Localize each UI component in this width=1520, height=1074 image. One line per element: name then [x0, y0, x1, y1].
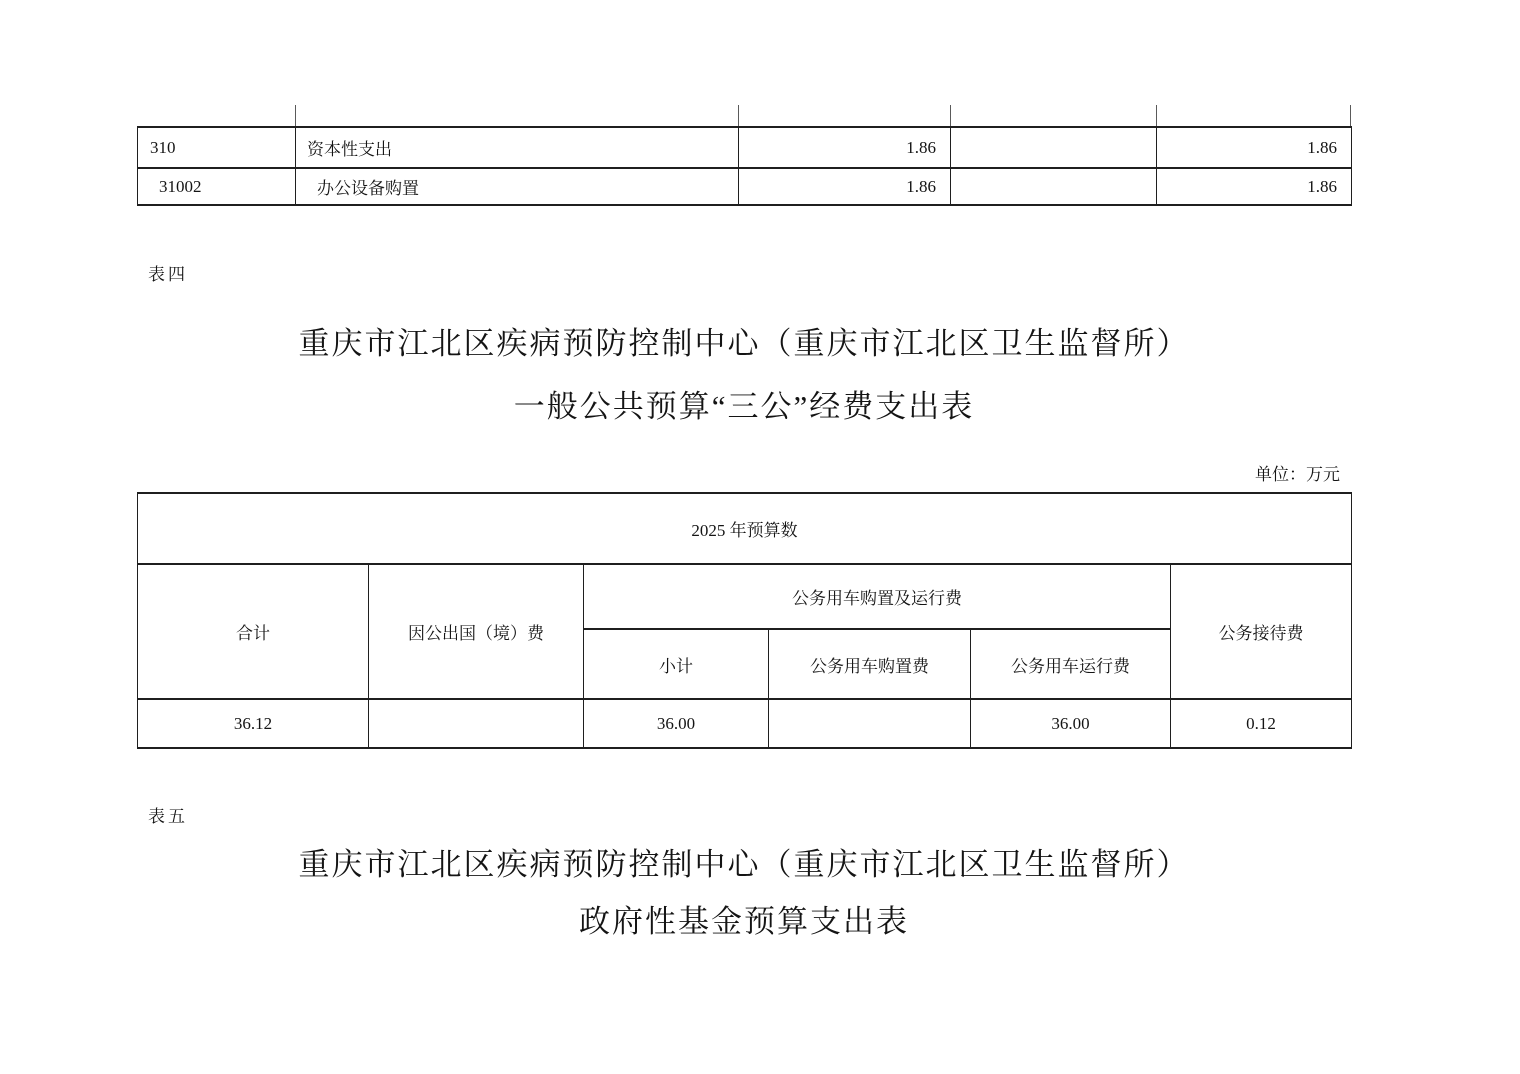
sangong-expense-table: [137, 492, 1352, 749]
vehicle-purchase-value-cell: [769, 699, 971, 748]
vehicle-operation-header-cell: 公务用车运行费: [971, 629, 1171, 699]
amount-cell: 1.86: [1157, 127, 1352, 168]
table5-title-organization: 重庆市江北区疾病预防控制中心（重庆市江北区卫生监督所）: [298, 847, 1190, 882]
year-budget-header-cell: 2025 年预算数: [138, 493, 1352, 564]
total-header-cell: 合计: [138, 564, 369, 699]
unit-note: 单位：万元: [1255, 465, 1340, 484]
vehicle-subtotal-header-cell: 小计: [584, 629, 769, 699]
table5-title-type: 政府性基金预算支出表: [579, 904, 909, 939]
vehicle-purchase-header-cell: 公务用车购置费: [769, 629, 971, 699]
table-row: [138, 168, 1352, 205]
table-cutoff-stub: [295, 105, 296, 127]
table-cutoff-stub: [738, 105, 739, 127]
abroad-header-cell: 因公出国（境）费: [369, 564, 584, 699]
blank-amount-cell: [951, 168, 1157, 205]
table-header-row: [138, 493, 1352, 564]
table4-title-organization: 重庆市江北区疾病预防控制中心（重庆市江北区卫生监督所）: [298, 326, 1190, 361]
table-header-row: [138, 564, 1352, 629]
total-value-cell: 36.12: [138, 699, 369, 748]
blank-amount-cell: [951, 127, 1157, 168]
table-data-row: [138, 699, 1352, 748]
table-cutoff-stub: [1350, 105, 1351, 127]
amount-cell: 1.86: [739, 168, 951, 205]
table-cutoff-stub: [1156, 105, 1157, 127]
expenditure-table-fragment: [137, 126, 1352, 206]
reception-header-cell: 公务接待费: [1171, 564, 1352, 699]
vehicle-subtotal-value-cell: 36.00: [584, 699, 769, 748]
vehicle-operation-value-cell: 36.00: [971, 699, 1171, 748]
table5-label: 表五: [148, 807, 188, 826]
table-cutoff-stub: [950, 105, 951, 127]
table4-label: 表四: [148, 265, 188, 284]
reception-value-cell: 0.12: [1171, 699, 1352, 748]
vehicle-group-header-cell: 公务用车购置及运行费: [584, 564, 1171, 629]
subject-code-cell: 31002: [138, 168, 296, 205]
amount-cell: 1.86: [739, 127, 951, 168]
subject-name-cell: 资本性支出: [296, 127, 739, 168]
abroad-value-cell: [369, 699, 584, 748]
subject-code-cell: 310: [138, 127, 296, 168]
subject-name-cell: 办公设备购置: [296, 168, 739, 205]
table4-title-type: 一般公共预算“三公”经费支出表: [513, 389, 975, 424]
amount-cell: 1.86: [1157, 168, 1352, 205]
table-row: [138, 127, 1352, 168]
